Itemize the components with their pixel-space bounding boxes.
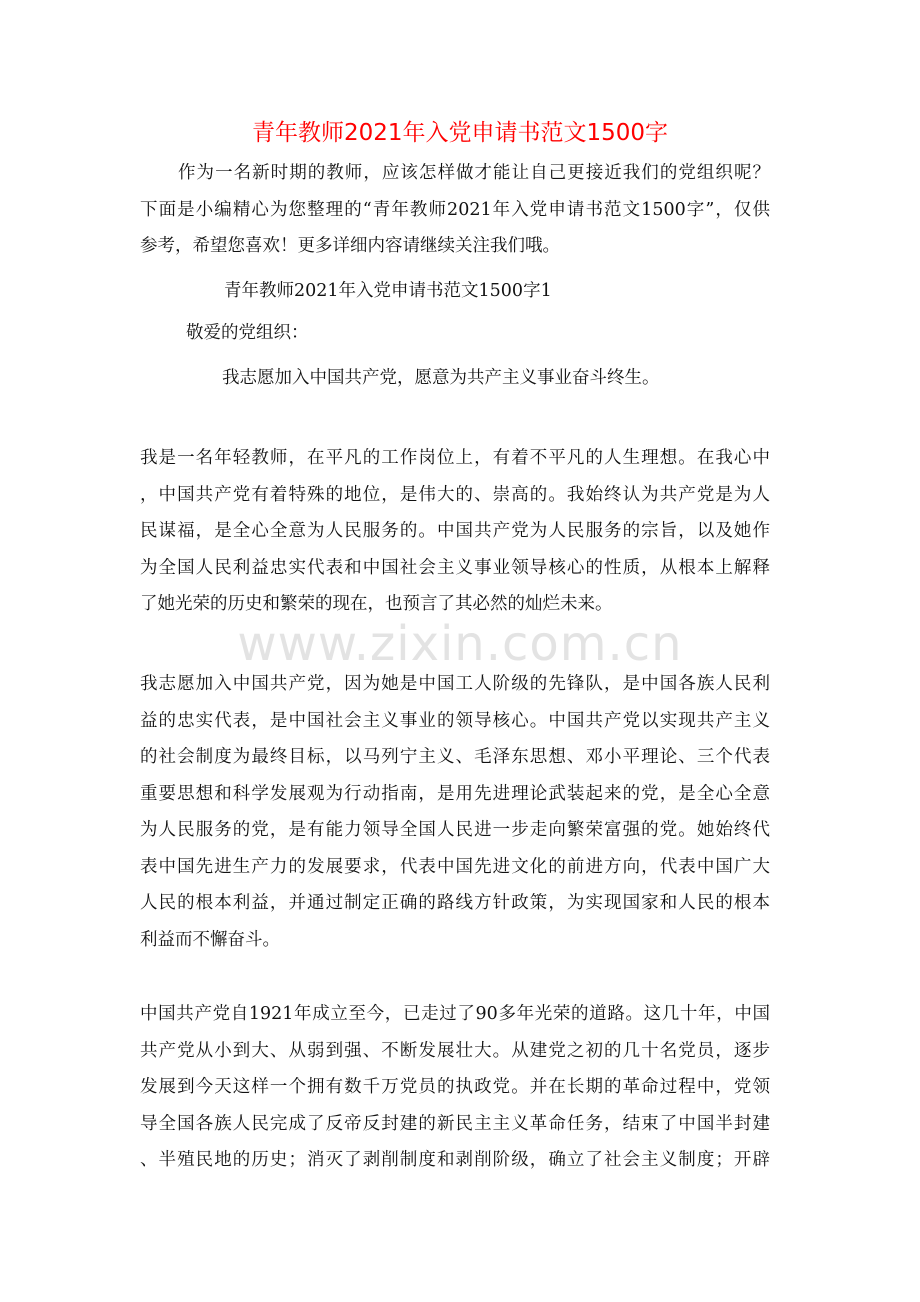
text-line: 中国共产党自1921年成立至今，已走过了90多年光荣的道路。这几十年，中国 <box>140 1004 770 1024</box>
text-line: 的社会制度为最终目标，以马列宁主义、毛泽东思想、邓小平理论、三个代表 <box>140 747 770 767</box>
document-title: 青年教师2021年入党申请书范文1500字 <box>251 120 669 146</box>
text-line: 利益而不懈奋斗。 <box>140 929 280 950</box>
body-paragraph-3 <box>140 996 770 1179</box>
text-line: 导全国各族人民完成了反帝反封建的新民主主义革命任务，结束了中国半封建 <box>140 1113 770 1134</box>
pledge: 我志愿加入中国共产党，愿意为共产主义事业奋斗终生。 <box>222 368 660 388</box>
text-line: 参考，希望您喜欢！更多详细内容请继续关注我们哦。 <box>140 236 560 256</box>
text-line: 重要思想和科学发展观为行动指南，是用先进理论武装起来的党，是全心全意 <box>140 783 770 804</box>
text-line: 益的忠实代表，是中国社会主义事业的领导核心。中国共产党以实现共产主义 <box>140 710 770 731</box>
text-line: 我志愿加入中国共产党，因为她是中国工人阶级的先锋队，是中国各族人民利 <box>140 674 770 694</box>
text-line: 作为一名新时期的教师，应该怎样做才能让自己更接近我们的党组织呢？ <box>178 163 770 183</box>
body-paragraph-2 <box>140 666 770 958</box>
intro-paragraph <box>140 155 770 265</box>
body-paragraph-1 <box>140 440 770 623</box>
text-line: 发展到今天这样一个拥有数千万党员的执政党。并在长期的革命过程中，党领 <box>140 1077 770 1097</box>
text-line: 了她光荣的历史和繁荣的现在，也预言了其必然的灿烂未来。 <box>140 594 613 614</box>
watermark: www.zixin.com.cn <box>237 616 683 672</box>
letter-subtitle: 青年教师2021年入党申请书范文1500字1 <box>224 281 552 301</box>
text-line: 为全国人民利益忠实代表和中国社会主义事业领导核心的性质，从根本上解释 <box>140 557 770 578</box>
text-line: 共产党从小到大、从弱到强、不断发展壮大。从建党之初的几十名党员，逐步 <box>140 1040 770 1061</box>
text-line: 、半殖民地的历史；消灭了剥削制度和剥削阶级，确立了社会主义制度；开辟 <box>140 1150 770 1170</box>
salutation: 敬爱的党组织： <box>186 323 309 343</box>
text-line: ，中国共产党有着特殊的地位，是伟大的、崇高的。我始终认为共产党是为人 <box>140 484 770 505</box>
text-line: 下面是小编精心为您整理的“青年教师2021年入党申请书范文1500字”，仅供 <box>140 199 770 220</box>
text-line: 为人民服务的党，是有能力领导全国人民进一步走向繁荣富强的党。她始终代 <box>140 820 770 840</box>
text-line: 表中国先进生产力的发展要求，代表中国先进文化的前进方向，代表中国广大 <box>140 856 770 877</box>
text-line: 民谋福，是全心全意为人民服务的。中国共产党为人民服务的宗旨，以及她作 <box>140 521 770 541</box>
text-line: 我是一名年轻教师，在平凡的工作岗位上，有着不平凡的人生理想。在我心中 <box>140 448 770 468</box>
text-line: 人民的根本利益，并通过制定正确的路线方针政策，为实现国家和人民的根本 <box>140 893 770 913</box>
